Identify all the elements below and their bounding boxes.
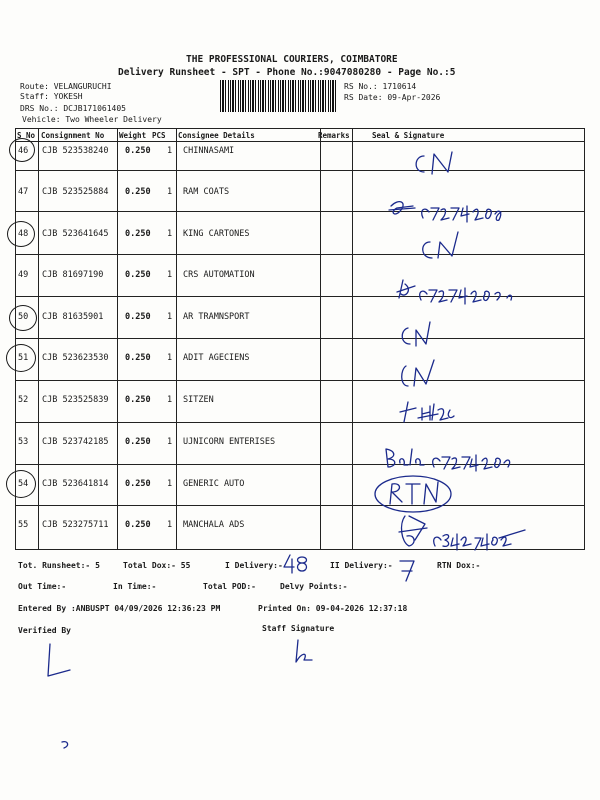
staff-signature-label: Staff Signature — [262, 624, 335, 633]
cell-consignment: CJB 523538240 — [42, 146, 109, 156]
cell-consignment: CJB 81697190 — [42, 270, 104, 280]
ii-delivery-label: II Delivery:- — [330, 561, 393, 570]
col-divider — [320, 128, 321, 550]
rs-date: RS Date: 09-Apr-2026 — [344, 93, 441, 102]
handwritten-circle-mark — [9, 305, 37, 331]
cell-pcs: 1 — [167, 229, 173, 239]
row-divider — [15, 422, 585, 423]
cell-consignment: CJB 523623530 — [42, 353, 109, 363]
cell-pcs: 1 — [167, 353, 173, 363]
cell-weight: 0.250 — [125, 187, 151, 197]
cell-sno: 54 — [18, 479, 29, 489]
cell-consignee: RAM COATS — [183, 187, 230, 197]
route: Route: VELANGURUCHI — [20, 82, 112, 91]
cell-pcs: 1 — [167, 312, 173, 322]
cell-consignment: CJB 523525839 — [42, 395, 109, 405]
cell-sno: 48 — [18, 229, 29, 239]
stray-mark — [58, 738, 78, 752]
row-divider — [15, 338, 585, 339]
col-header-seal-signature: Seal & Signature — [372, 131, 445, 140]
row-divider — [15, 380, 585, 381]
verified-by-label: Verified By — [18, 626, 71, 635]
runsheet-title: Delivery Runsheet - SPT - Phone No.:9047080280 - Page No.:5 — [118, 67, 456, 78]
col-divider — [38, 128, 39, 550]
entered-by: Entered By :ANBUSPT 04/09/2026 12:36:23 PM — [18, 604, 221, 613]
handwritten-circle-mark — [7, 221, 35, 247]
cell-pcs: 1 — [167, 270, 173, 280]
delvy-points: Delvy Points:- — [280, 582, 348, 591]
rtn-dox: RTN Dox:- — [437, 561, 481, 570]
drs-number: DRS No.: DCJB171061405 — [20, 104, 126, 113]
rs-number: RS No.: 1710614 — [344, 82, 417, 91]
cell-weight: 0.250 — [125, 520, 151, 530]
cell-consignment: CJB 81635901 — [42, 312, 104, 322]
col-header-weight: Weight — [119, 131, 147, 140]
company-title: THE PROFESSIONAL COURIERS, COIMBATORE — [186, 54, 398, 65]
cell-weight: 0.250 — [125, 395, 151, 405]
cell-consignee: SITZEN — [183, 395, 214, 405]
cell-sno: 53 — [18, 437, 29, 447]
cell-consignee: GENERIC AUTO — [183, 479, 245, 489]
col-divider — [176, 128, 177, 550]
handwritten-circle-mark — [6, 344, 36, 372]
cell-consignment: CJB 523275711 — [42, 520, 109, 530]
cell-consignee: KING CARTONES — [183, 229, 250, 239]
handwritten-circle-mark — [6, 470, 36, 498]
cell-weight: 0.250 — [125, 146, 151, 156]
vehicle: Vehicle: Two Wheeler Delivery — [22, 115, 162, 124]
cell-consignment: CJB 523641814 — [42, 479, 109, 489]
row-divider — [15, 464, 585, 465]
cell-pcs: 1 — [167, 520, 173, 530]
tot-runsheet: Tot. Runsheet:- 5 — [18, 561, 100, 570]
in-time: In Time:- — [113, 582, 157, 591]
row-divider — [15, 505, 585, 506]
cell-weight: 0.250 — [125, 353, 151, 363]
cell-pcs: 1 — [167, 146, 173, 156]
col-header-consignee: Consignee Details — [178, 131, 255, 140]
cell-sno: 52 — [18, 395, 29, 405]
cell-sno: 47 — [18, 187, 29, 197]
cell-pcs: 1 — [167, 437, 173, 447]
out-time: Out Time:- — [18, 582, 67, 591]
cell-sno: 46 — [18, 146, 29, 156]
verified-by-signature — [40, 640, 80, 682]
cell-consignment: CJB 523641645 — [42, 229, 109, 239]
col-divider — [352, 128, 353, 550]
cell-weight: 0.250 — [125, 479, 151, 489]
col-divider — [117, 128, 118, 550]
total-dox: Total Dox:- 55 — [123, 561, 191, 570]
handwritten-ii-delivery-7 — [398, 557, 418, 583]
cell-consignee: UJNICORN ENTERISES — [183, 437, 276, 447]
col-header-sno: S No — [17, 131, 36, 140]
col-header-consignment: Consignment No — [41, 131, 105, 140]
cell-consignee: AR TRAMNSPORT — [183, 312, 250, 322]
cell-pcs: 1 — [167, 187, 173, 197]
cell-weight: 0.250 — [125, 270, 151, 280]
printed-on: Printed On: 09-04-2026 12:37:18 — [258, 604, 408, 613]
cell-consignment: CJB 523742185 — [42, 437, 109, 447]
col-header-pcs: PCS — [152, 131, 166, 140]
cell-pcs: 1 — [167, 479, 173, 489]
cell-consignee: MANCHALA ADS — [183, 520, 245, 530]
cell-sno: 55 — [18, 520, 29, 530]
col-header-remarks: Remarks — [318, 131, 350, 140]
table-header-divider — [15, 141, 585, 142]
staff: Staff: YOKESH — [20, 92, 83, 101]
row-divider — [15, 170, 585, 171]
row-divider — [15, 211, 585, 212]
cell-sno: 51 — [18, 353, 29, 363]
staff-signature — [290, 638, 326, 668]
cell-sno: 49 — [18, 270, 29, 280]
i-delivery-label: I Delivery:- — [225, 561, 283, 570]
handwritten-circle-mark — [9, 138, 35, 162]
barcode — [220, 80, 338, 112]
cell-weight: 0.250 — [125, 229, 151, 239]
cell-consignee: CHINNASAMI — [183, 146, 235, 156]
cell-consignee: ADIT AGECIENS — [183, 353, 250, 363]
cell-consignment: CJB 523525884 — [42, 187, 109, 197]
cell-weight: 0.250 — [125, 437, 151, 447]
cell-consignee: CRS AUTOMATION — [183, 270, 255, 280]
cell-weight: 0.250 — [125, 312, 151, 322]
cell-pcs: 1 — [167, 395, 173, 405]
total-pod: Total POD:- — [203, 582, 256, 591]
cell-sno: 50 — [18, 312, 29, 322]
row-divider — [15, 254, 585, 255]
row-divider — [15, 296, 585, 297]
handwritten-i-delivery-48 — [282, 553, 310, 575]
